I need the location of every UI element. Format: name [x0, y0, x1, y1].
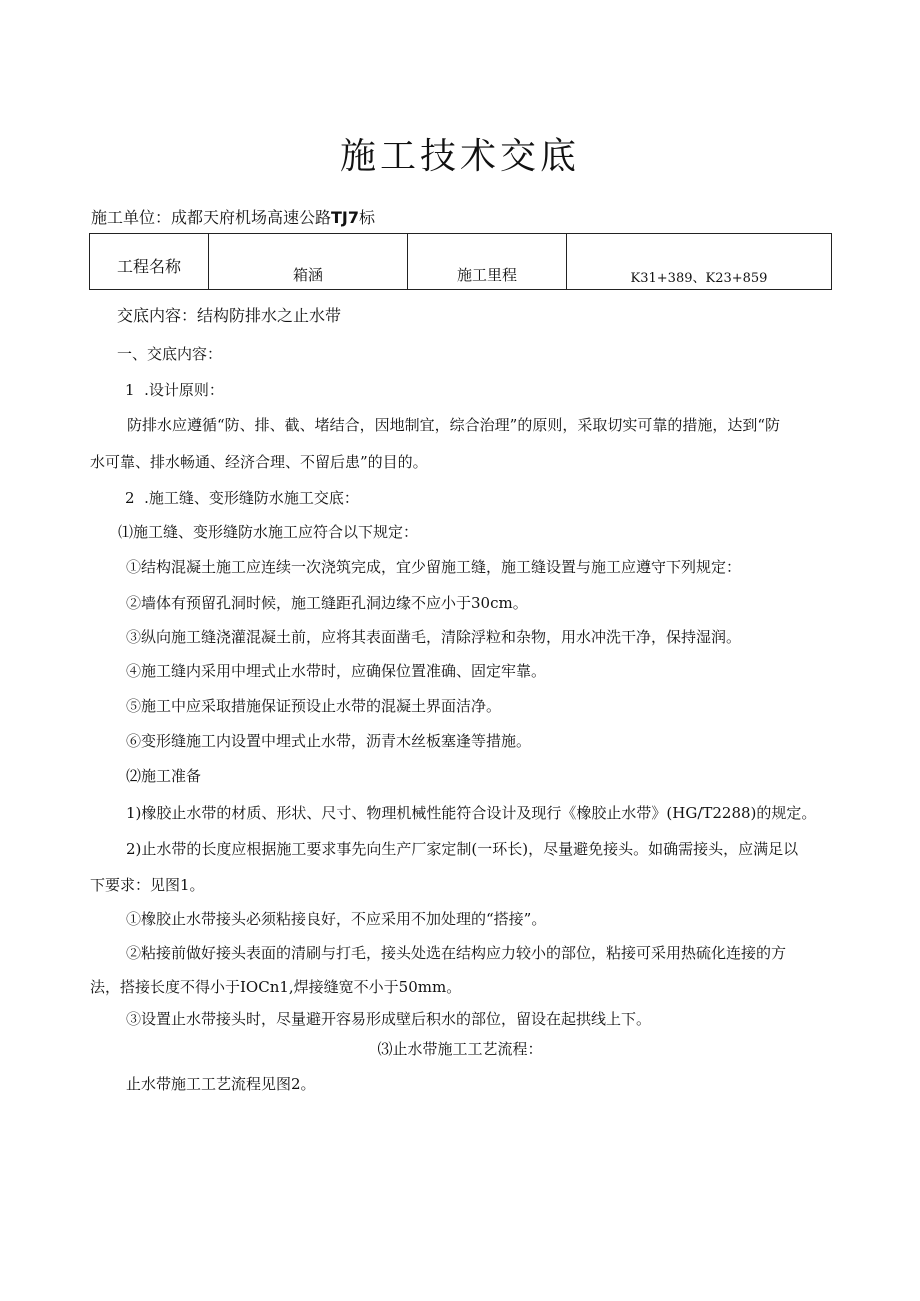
unit-prefix: 施工单位：成都天府机场高速公路 [91, 208, 332, 227]
project-label: 工程名称 [116, 257, 181, 276]
mileage-value-cell [567, 234, 832, 290]
joint-item: ③设置止水带接头时，尽量避开容易形成壁后积水的部位，留设在起拱线上下。 [126, 1010, 652, 1028]
joint-item: ②粘接前做好接头表面的清刷与打毛，接头处选在结构应力较小的部位，粘接可采用热硫化连接的方 [126, 944, 787, 962]
mileage-label: 施工里程 [456, 266, 517, 284]
rule-item: ①结构混凝土施工应连续一次浇筑完成，宜少留施工缝，施工缝设置与施工应遵守下列规定： [126, 558, 742, 576]
unit-suffix: 标 [359, 208, 376, 227]
prep-item: 1)橡胶止水带的材质、形状、尺寸、物理机械性能符合设计及现行《橡胶止水带》(HG/T2288)的规定。 [126, 804, 817, 822]
flow-reference: 止水带施工工艺流程见图2。 [126, 1075, 316, 1093]
joint-item: ①橡胶止水带接头必须粘接良好，不应采用不加处理的“搭接”。 [126, 910, 547, 928]
mileage-value: K31+389、K23+859 [630, 271, 768, 286]
project-value: 箱涵 [292, 266, 323, 284]
subsection-heading: ⑵施工准备 [126, 767, 202, 785]
item-heading: 1 .设计原则： [125, 381, 224, 399]
rule-item: ⑤施工中应采取措施保证预设止水带的混凝土界面洁净。 [126, 697, 502, 715]
project-value-cell [209, 234, 408, 290]
rule-item: ⑥变形缝施工内设置中埋式止水带，沥青木丝板塞逢等措施。 [126, 732, 532, 750]
paragraph-line: 水可靠、排水畅通、经济合理、不留后患”的目的。 [90, 453, 428, 471]
rule-item: ③纵向施工缝浇灌混凝土前，应将其表面凿毛，清除浮粒和杂物，用水冲洗干净，保持湿润。 [126, 628, 742, 646]
table-row [90, 234, 832, 290]
unit-bold: TJ7 [331, 208, 360, 227]
construction-unit [91, 205, 375, 228]
joint-item: 法，搭接长度不得小于IOCn1,焊接缝宽不小于50mm。 [90, 978, 462, 996]
subsection-heading: ⑴施工缝、变形缝防水施工应符合以下规定： [118, 523, 419, 541]
paragraph-line: 防排水应遵循“防、排、截、堵结合，因地制宜，综合治理”的原则，采取切实可靠的措施，达到“防 [127, 416, 781, 434]
page-title: 施工技术交底 [339, 136, 580, 177]
project-info-table [89, 233, 832, 290]
subject-line: 交底内容：结构防排水之止水带 [117, 306, 342, 325]
rule-item: ④施工缝内采用中埋式止水带时，应确保位置准确、固定牢靠。 [126, 662, 547, 680]
section-heading: 一、交底内容： [117, 345, 223, 363]
prep-item: 2)止水带的长度应根据施工要求事先向生产厂家定制(一环长)，尽量避免接头。如确需接头，应满足以 [126, 840, 799, 858]
mileage-label-cell [408, 234, 567, 290]
item-heading: 2 .施工缝、变形缝防水施工交底： [125, 489, 359, 507]
rule-item: ②墙体有预留孔洞时候，施工缝距孔洞边缘不应小于30cm。 [126, 594, 528, 612]
subsection-heading: ⑶止水带施工工艺流程： [377, 1040, 543, 1058]
project-label-cell [90, 234, 209, 290]
prep-item: 下要求：见图1。 [90, 876, 205, 894]
